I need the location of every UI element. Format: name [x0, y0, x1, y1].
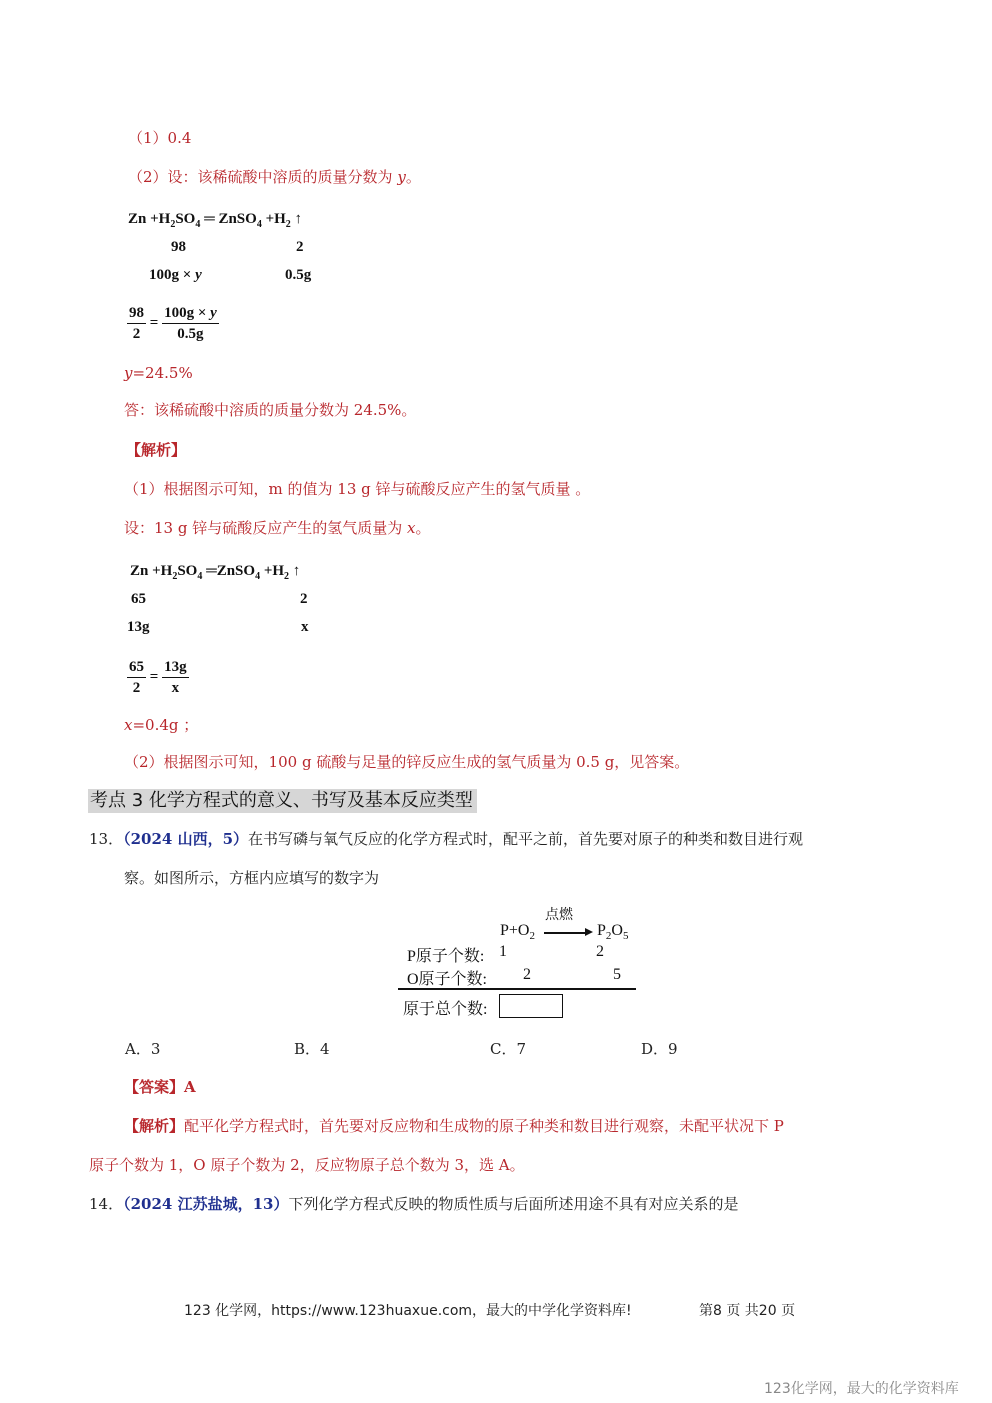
- eq2-sub2: 2: [284, 571, 290, 582]
- footer-site: 123 化学网，https://www.123huaxue.com，最大的中学化学资料库!: [184, 1303, 632, 1319]
- ratio1-rhs-num: 100g ×: [164, 305, 211, 321]
- eq2-mass1: 65: [131, 591, 146, 607]
- eq1-plus-h: +H: [261, 211, 286, 227]
- chemical-equation-1: [128, 211, 302, 230]
- option-d[interactable]: D．9: [641, 1040, 678, 1058]
- eq1-sub2: 2: [285, 219, 291, 230]
- reactants-sub: 2: [529, 930, 535, 943]
- eq2-equals: ═ZnSO: [202, 563, 256, 579]
- ratio2-equals: =: [149, 669, 159, 685]
- answer-label: 【答案】: [124, 1078, 185, 1096]
- analysis-label: 【解析】: [126, 441, 187, 459]
- eq1-mass1: 98: [171, 239, 186, 255]
- ratio1-equals: =: [149, 315, 159, 331]
- ratio2-lhs: [127, 657, 146, 698]
- eq2-sub1: 2: [172, 571, 178, 582]
- eq1-sub: 2: [170, 219, 176, 230]
- eq2-plus-h: +H: [260, 563, 285, 579]
- reaction-arrow-line: [544, 932, 588, 934]
- question-13-text-line1: 在书写磷与氧气反应的化学方程式时，配平之前，首先要对原子的种类和数目进行观: [248, 830, 804, 848]
- eq1-sub4b: 4: [256, 219, 262, 230]
- total-count-label: 原于总个数:: [403, 1001, 488, 1018]
- answer-box: [499, 994, 563, 1018]
- eq1-left: Zn +H: [128, 211, 171, 227]
- eq2-left: Zn +H: [130, 563, 173, 579]
- question-13-number: 13．: [89, 830, 124, 848]
- result-x-value: =0.4g ；: [132, 716, 199, 734]
- eq2-given1: 13g: [127, 619, 150, 635]
- question-14-source: （2024 江苏盐城，13）: [123, 1195, 289, 1213]
- answer-part2-suffix: 。: [405, 168, 421, 186]
- ratio-1: [127, 303, 219, 344]
- ratio2-rhs: [162, 657, 189, 698]
- reaction-arrow-icon: [585, 928, 593, 936]
- ratio1-rhs-den: 0.5g: [177, 326, 204, 342]
- ratio1-lhs-num: 98: [127, 303, 146, 324]
- result-y-value: =24.5%: [132, 364, 193, 382]
- eq2-given2: x: [301, 619, 309, 635]
- answer-part1: （1）0.4: [128, 129, 192, 147]
- chemical-equation-2: [130, 563, 300, 582]
- eq2-sub4: 4: [197, 571, 203, 582]
- o-count-label: O原子个数:: [407, 971, 488, 988]
- product-sub2: 5: [622, 930, 629, 943]
- question-14: [89, 1194, 738, 1214]
- analysis-line2-prefix: 设：13 g 锌与硫酸反应产生的氢气质量为: [124, 519, 407, 537]
- answer-part2-setup: [128, 167, 421, 187]
- eq1-so: SO: [175, 211, 196, 227]
- o-count-right: 5: [613, 966, 621, 983]
- result-x: [124, 715, 198, 735]
- o-count-left: 2: [523, 966, 531, 983]
- eq1-mass2: 2: [296, 239, 304, 255]
- option-a[interactable]: A．3: [125, 1040, 161, 1058]
- product: [597, 922, 628, 942]
- ratio1-rhs: [162, 303, 219, 344]
- eq2-mass2: 2: [300, 591, 308, 607]
- q13-analysis-line2: 原子个数为 1，O 原子个数为 2，反应物原子总个数为 3，选 A。: [89, 1156, 525, 1174]
- answer-part2-prefix: （2）设：该稀硫酸中溶质的质量分数为: [128, 168, 398, 186]
- watermark: 123化学网，最大的化学资料库: [764, 1381, 959, 1397]
- analysis-line3: （2）根据图示可知，100 g 硫酸与足量的锌反应生成的氢气质量为 0.5 g，见答案。: [124, 753, 690, 771]
- topic-heading: 考点 3 化学方程式的意义、书写及基本反应类型: [88, 789, 477, 813]
- p-count-label: P原子个数:: [407, 948, 485, 965]
- answer-conclusion: 答：该稀硫酸中溶质的质量分数为 24.5%。: [124, 401, 417, 419]
- question-13: [89, 829, 803, 849]
- reactants: [500, 922, 535, 942]
- result-x-var: x: [124, 716, 133, 734]
- q13-analysis-label: 【解析】: [124, 1117, 185, 1135]
- eq1-given1-var: y: [195, 267, 202, 283]
- ratio2-rhs-den: x: [171, 680, 180, 696]
- variable-x: x: [407, 519, 416, 537]
- result-y: [124, 363, 193, 383]
- option-c[interactable]: C．7: [490, 1040, 527, 1058]
- question-13-text-line2: 察。如图所示，方框内应填写的数字为: [124, 869, 380, 887]
- ratio2-lhs-den: 2: [132, 680, 141, 696]
- product-o: O: [611, 922, 623, 939]
- ratio1-lhs: [127, 303, 146, 344]
- reactants-formula: P+O: [500, 922, 530, 939]
- eq1-given2: 0.5g: [285, 267, 312, 283]
- q13-analysis-text1: 配平化学方程式时，首先要对反应物和生成物的原子种类和数目进行观察，未配平状况下 P: [184, 1117, 784, 1135]
- ratio1-rhs-var: y: [210, 305, 217, 321]
- p-count-right: 2: [596, 943, 604, 960]
- eq2-sub4b: 4: [255, 571, 261, 582]
- ratio2-rhs-num: 13g: [162, 657, 189, 678]
- p-count-left: 1: [499, 943, 507, 960]
- analysis-line1: （1）根据图示可知，m 的值为 13 g 锌与硫酸反应产生的氢气质量 。: [124, 480, 591, 498]
- sum-line: [398, 988, 636, 990]
- product-p: P: [597, 922, 606, 939]
- result-y-var: y: [124, 364, 133, 382]
- analysis-line2-suffix: 。: [415, 519, 431, 537]
- question-13-source: （2024 山西，5）: [123, 830, 249, 848]
- gas-arrow-icon: ↑: [290, 211, 303, 227]
- eq2-so: SO: [177, 563, 198, 579]
- product-sub1: 2: [605, 930, 612, 943]
- ratio1-lhs-den: 2: [132, 326, 141, 342]
- question-14-text: 下列化学方程式反映的物质性质与后面所述用途不具有对应关系的是: [288, 1195, 739, 1213]
- ratio-2: [127, 657, 189, 698]
- eq1-sub4: 4: [195, 219, 201, 230]
- question-14-number: 14．: [89, 1195, 124, 1213]
- answer-line: [124, 1077, 196, 1097]
- eq1-given1-prefix: 100g ×: [149, 267, 196, 283]
- q13-analysis-line1: [124, 1116, 784, 1136]
- reaction-condition: 点燃: [545, 908, 573, 923]
- answer-value: A: [184, 1078, 196, 1096]
- eq1-given1: [149, 267, 202, 284]
- analysis-line2: [124, 518, 430, 538]
- eq1-equals: ═ ZnSO: [200, 211, 257, 227]
- ratio2-lhs-num: 65: [127, 657, 146, 678]
- option-b[interactable]: B．4: [294, 1040, 330, 1058]
- gas-arrow-icon: ↑: [289, 563, 301, 579]
- variable-y: y: [397, 168, 406, 186]
- footer-page: 第8 页 共20 页: [699, 1303, 796, 1319]
